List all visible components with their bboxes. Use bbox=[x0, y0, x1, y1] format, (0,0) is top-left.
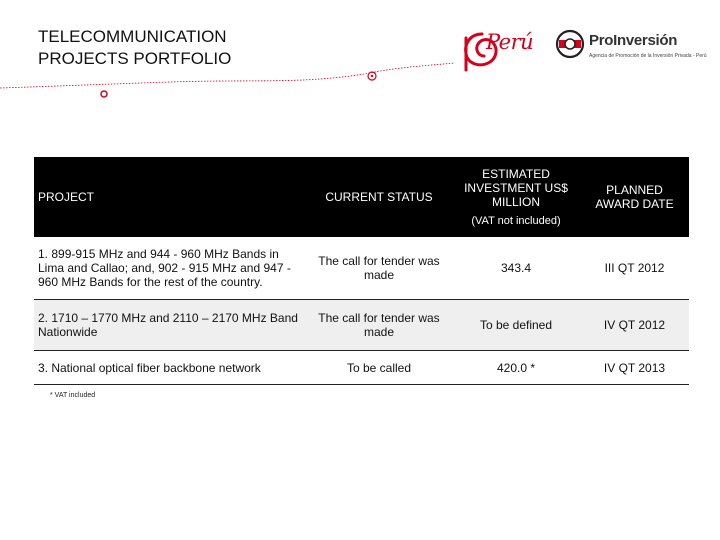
cell-award-date: III QT 2012 bbox=[580, 237, 689, 300]
table-header-row bbox=[34, 157, 689, 237]
cell-investment: 343.4 bbox=[452, 237, 580, 300]
cell-project: 1. 899-915 MHz and 944 - 960 MHz Bands in Lima and Callao; and, 902 - 915 MHz and 947 - 960 MHz Bands for the rest of the country. bbox=[34, 237, 306, 300]
proinversion-tagline: Agencia de Promoción de la Inversión Privada - Perú bbox=[589, 53, 707, 59]
header-investment-label: ESTIMATED INVESTMENT US$ MILLION bbox=[464, 167, 568, 209]
title-line-2: PROJECTS PORTFOLIO bbox=[38, 49, 232, 68]
header-planned-award-date: PLANNED AWARD DATE bbox=[580, 157, 689, 237]
header-current-status: CURRENT STATUS bbox=[306, 157, 452, 237]
header-investment-note: (VAT not included) bbox=[471, 215, 561, 227]
cell-status: The call for tender was made bbox=[306, 300, 452, 351]
cell-investment: 420.0 * bbox=[452, 351, 580, 385]
decorative-dot bbox=[101, 91, 107, 97]
cell-investment: To be defined bbox=[452, 300, 580, 351]
table-row bbox=[34, 237, 689, 300]
cell-award-date: IV QT 2012 bbox=[580, 300, 689, 351]
cell-project: 3. National optical fiber backbone network bbox=[34, 351, 306, 385]
cell-project: 2. 1710 – 1770 MHz and 2110 – 2170 MHz Band Nationwide bbox=[34, 300, 306, 351]
table-row bbox=[34, 351, 689, 385]
footnote: * VAT included bbox=[50, 392, 96, 399]
header-project: PROJECT bbox=[34, 157, 306, 237]
cell-status: To be called bbox=[306, 351, 452, 385]
table-row bbox=[34, 300, 689, 351]
proinversion-name: ProInversión bbox=[589, 32, 678, 49]
cell-award-date: IV QT 2013 bbox=[580, 351, 689, 385]
peru-logo-text: Perú bbox=[486, 30, 534, 54]
cell-status: The call for tender was made bbox=[306, 237, 452, 300]
projects-table bbox=[34, 157, 689, 385]
title-line-1: TELECOMMUNICATION bbox=[38, 27, 227, 46]
header-estimated-investment bbox=[452, 157, 580, 237]
